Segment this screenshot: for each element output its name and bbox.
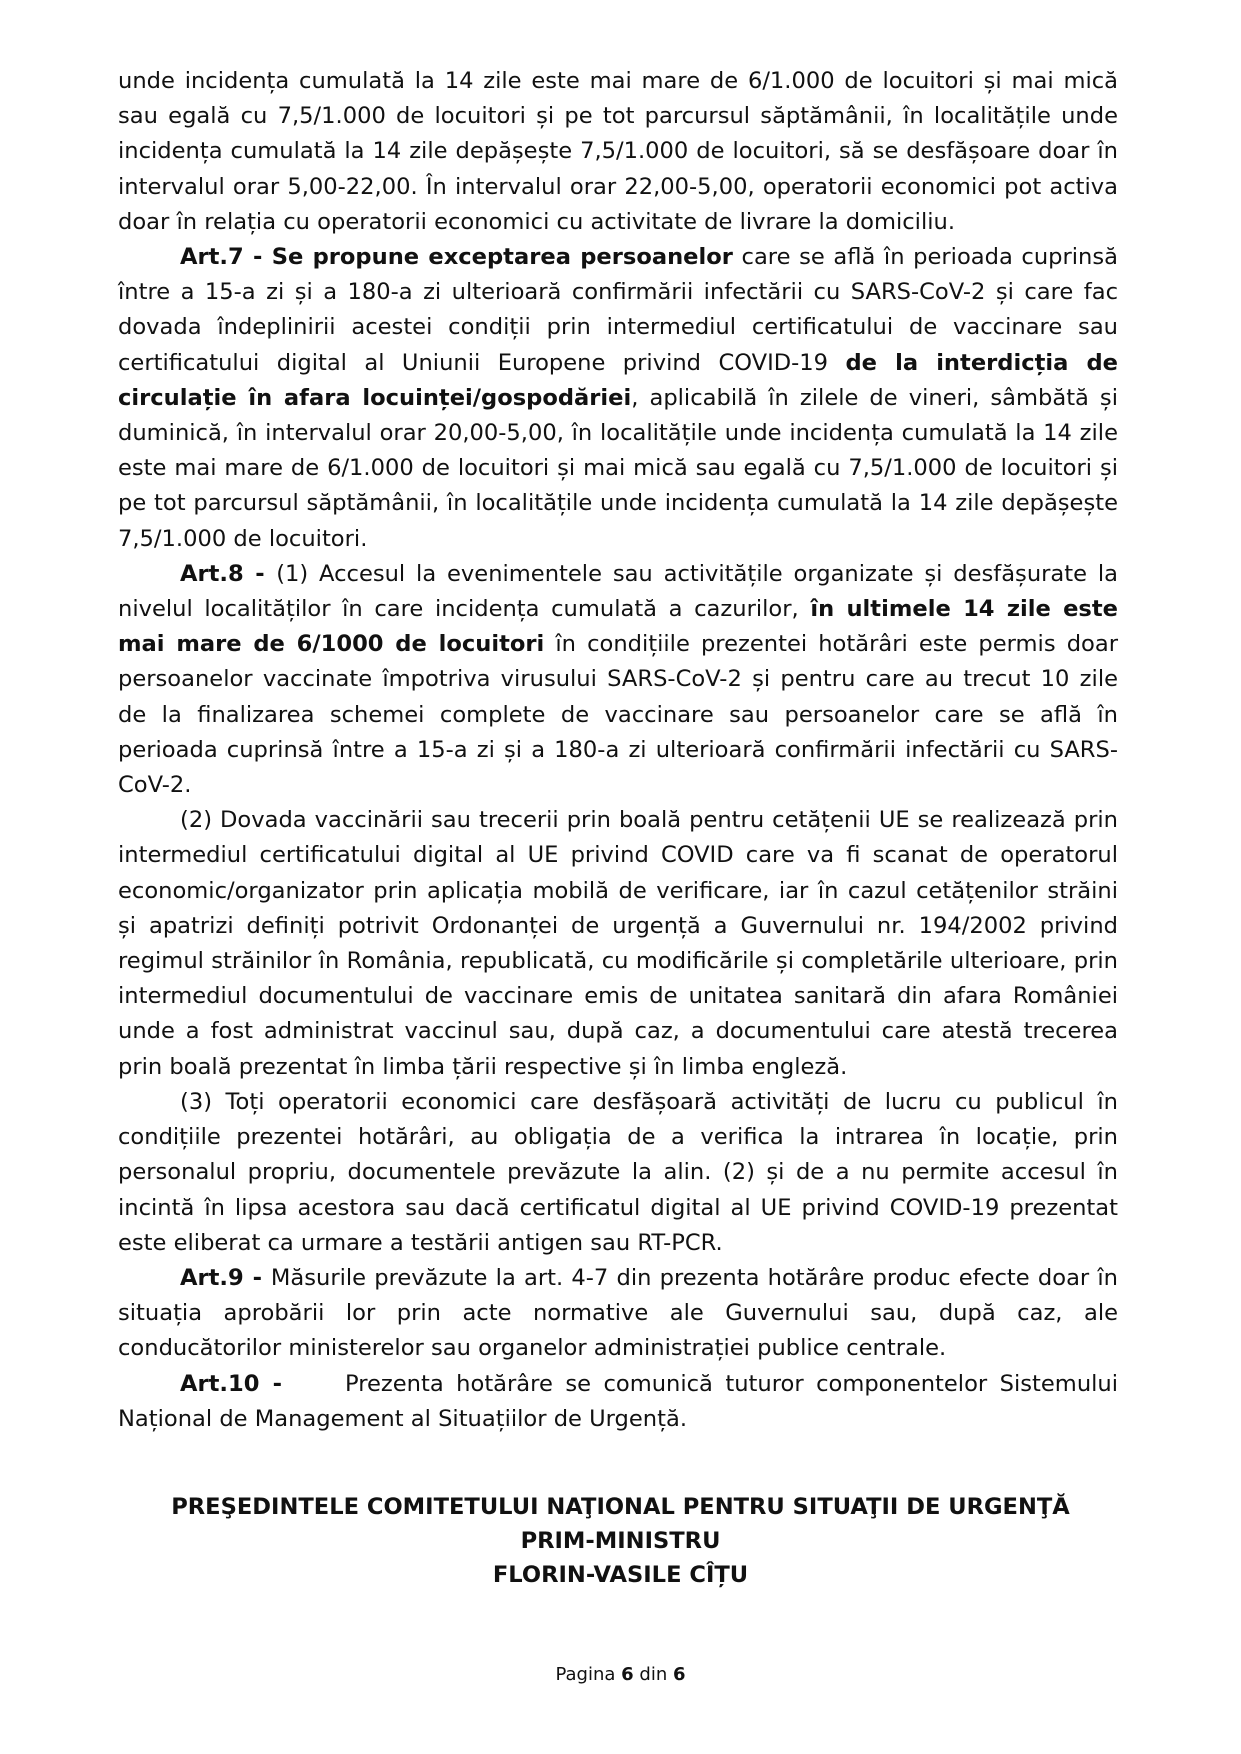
document-page <box>118 64 1126 1437</box>
page-footer <box>0 1663 1241 1687</box>
signature-block <box>0 1490 1241 1592</box>
article-10 <box>118 1367 1126 1437</box>
footer-prefix: Pagina <box>555 1664 622 1685</box>
article-10-text: Prezenta hotărâre se comunică tuturor componentelor Sistemului Național de Management al Situațiilor de Urgență. <box>118 1370 1126 1432</box>
article-7-bold-mid: de la interdicția de circulație în afara locuinței/gospodăriei <box>118 349 1118 411</box>
article-9 <box>118 1261 1118 1367</box>
article-7-label: Art.7 - <box>180 244 272 271</box>
article-9-label: Art.9 - <box>180 1264 271 1291</box>
signature-role: PRIM-MINISTRU <box>520 1528 721 1554</box>
article-10-label: Art.10 - <box>180 1370 296 1397</box>
article-8-p1-text-1: (1) Accesul la evenimentele sau activitățile organizate și desfășurate la nivelul localităților în care incidența cumulată a cazurilor, <box>118 560 1119 623</box>
article-8-paragraph-1 <box>118 557 1118 803</box>
article-7-text-1: care se află în perioada cuprinsă între a 15-a zi și a 180-a zi ulterioară confirmării infectării cu SARS-CoV-2 și care fac dovada îndeplinirii acestei condiții prin intermediul certificatului de vaccinare sau certificatului digital al Uniunii Europene privind COVID-19 <box>118 244 1118 376</box>
signature-name: FLORIN-VASILE CÎȚU <box>492 1562 749 1588</box>
signature-title: PREŞEDINTELE COMITETULUI NAŢIONAL PENTRU SITUAŢII DE URGENŢĂ <box>171 1494 1070 1520</box>
footer-current-page: 6 <box>621 1664 634 1685</box>
footer-middle: din <box>633 1664 673 1685</box>
article-9-text: Măsurile prevăzute la art. 4-7 din prezenta hotărâre produc efecte doar în situația aprobării lor prin acte normative ale Guvernului sau, după caz, ale conducătorilor ministerelor sau organelor administrației publice centrale. <box>118 1264 1118 1362</box>
article-8-p1-bold: în ultimele 14 zile este mai mare de 6/1000 de locuitori <box>118 596 1118 658</box>
article-8-p1-text-2: în condițiile prezentei hotărâri este permis doar persoanelor vaccinate împotriva virusului SARS-CoV-2 și pentru care au trecut 10 zile de la finalizarea schemei complete de vaccinare sau persoanelor care se află în perioada cuprinsă între a 15-a zi și a 180-a zi ulterioară confirmării infectării cu SARS-CoV-2. <box>118 631 1118 799</box>
article-8-paragraph-3: (3) Toți operatorii economici care desfășoară activități de lucru cu publicul în condițiile prezentei hotărâri, au obligația de a verifica la intrarea în locație, prin personalul propriu, documentele prevăzute la alin. (2) și de a nu permite accesul în incintă în lipsa acestora sau dacă certificatul digital al UE privind COVID-19 prezentat este eliberat ca urmare a testării antigen sau RT-PCR. <box>118 1088 1118 1256</box>
article-7 <box>118 240 1118 557</box>
article-7-text-2: , aplicabilă în zilele de vineri, sâmbătă și duminică, în intervalul orar 20,00-5,00, în localitățile unde incidența cumulată la 14 zile este mai mare de 6/1.000 de locuitori și mai mică sau egală cu 7,5/1.000 de locuitori și pe tot parcursul săptămânii, în localitățile unde incidența cumulată la 14 zile depășește 7,5/1.000 de locuitori. <box>118 384 1118 552</box>
article-7-bold-lead: Se propune exceptarea persoanelor <box>271 244 733 271</box>
article-8-paragraph-2: (2) Dovada vaccinării sau trecerii prin boală pentru cetățenii UE se realizează prin intermediul certificatului digital al UE privind COVID care va fi scanat de operatorul economic/organizator prin aplicația mobilă de verificare, iar în cazul cetățenilor străini și apatrizi definiți potrivit Ordonanței de urgență a Guvernului nr. 194/2002 privind regimul străinilor în România, republicată, cu modificările și completările ulterioare, prin intermediul documentului de vaccinare emis de unitatea sanitară din afara României unde a fost administrat vaccinul sau, după caz, a documentului care atestă trecerea prin boală prezentat în limba țării respective și în limba engleză. <box>118 807 1118 1080</box>
article-8-label: Art.8 - <box>180 560 277 587</box>
footer-total-pages: 6 <box>672 1664 686 1685</box>
continuation-paragraph: unde incidența cumulată la 14 zile este mai mare de 6/1.000 de locuitori și mai mică sau egală cu 7,5/1.000 de locuitori și pe tot parcursul săptămânii, în localitățile unde incidența cumulată la 14 zile depășește 7,5/1.000 de locuitori, să se desfășoare doar în intervalul orar 5,00-22,00. În intervalul orar 22,00-5,00, operatorii economici pot activa doar în relația cu operatorii economici cu activitate de livrare la domiciliu. <box>118 68 1118 235</box>
